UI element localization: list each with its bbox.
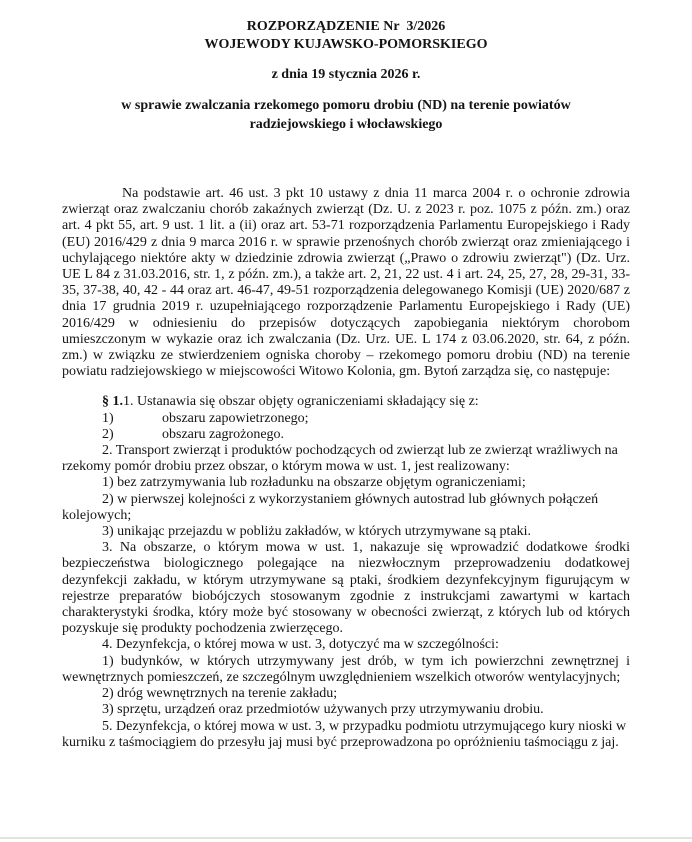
section-symbol: § 1. xyxy=(102,394,123,410)
document-title-line2: WOJEWODY KUJAWSKO-POMORSKIEGO xyxy=(204,37,488,52)
paragraph-text: 1. Ustanawia się obszar objęty ograniczeniami składający się z: xyxy=(123,394,479,410)
paragraph xyxy=(62,492,630,524)
list-item xyxy=(62,411,630,427)
paragraph-text: 1) bez zatrzymywania lub rozładunku na obszarze objętym ograniczeniami; xyxy=(102,475,526,491)
paragraph-text: obszaru zapowietrzonego; xyxy=(162,410,309,426)
list-item xyxy=(62,427,630,443)
paragraph xyxy=(62,702,630,718)
page-bottom-divider xyxy=(0,837,692,839)
paragraph xyxy=(62,637,630,653)
paragraph xyxy=(62,686,630,702)
paragraph xyxy=(62,719,630,751)
paragraph xyxy=(62,475,630,491)
paragraph xyxy=(62,394,630,410)
paragraph-text: 2) w pierwszej kolejności z wykorzystaniem głównych autostrad lub głównych połączeń kolejowych; xyxy=(62,491,599,523)
paragraph-text: 5. Dezynfekcja, o której mowa w ust. 3, w przypadku podmiotu utrzymującego kury nioski w kurniku z taśmociągiem do przesyłu jaj musi być przeprowadzona po opróżnieniu taśmociągu z jaj. xyxy=(62,718,627,750)
document-title-line1: ROZPORZĄDZENIE Nr 3/2026 xyxy=(246,19,446,34)
paragraph xyxy=(62,654,630,686)
document-body xyxy=(62,186,630,751)
document-date: z dnia 19 stycznia 2026 r. xyxy=(271,67,421,82)
list-marker: 1) xyxy=(102,410,114,426)
paragraph-text: 3) unikając przejazdu w pobliżu zakładów, w których utrzymywane są ptaki. xyxy=(102,524,532,540)
paragraph xyxy=(62,540,630,637)
paragraph xyxy=(62,524,630,540)
document-subject-line2: radziejowskiego i włocławskiego xyxy=(249,117,443,132)
document-subject-line1: w sprawie zwalczania rzekomego pomoru drobiu (ND) na terenie powiatów xyxy=(121,98,571,113)
paragraph-text: 4. Dezynfekcja, o której mowa w ust. 3, dotyczyć ma w szczególności: xyxy=(102,637,499,653)
paragraph xyxy=(62,443,630,475)
body-paragraphs xyxy=(62,394,630,750)
preamble-paragraph: Na podstawie art. 46 ust. 3 pkt 10 ustawy z dnia 11 marca 2004 r. o ochronie zdrowia zwierząt oraz zwalczaniu chorób zakaźnych zwierząt (Dz. U. z 2023 r. poz. 1075 z późn. zm.) oraz art. 4 pkt 55, art. 9 ust. 1 lit. a (ii) oraz art. 53-71 rozporządzenia Parlamentu Europejskiego i Rady (EU) 2016/429 z dnia 9 marca 2016 r. w sprawie przenośnych chorób zwierząt oraz zmieniającego i uchylającego niektóre akty w dziedzinie zdrowia zwierząt („Prawo o zdrowiu zwierząt") (Dz. Urz. UE L 84 z 31.03.2016, str. 1, z późn. zm.), a także art. 2, 21, 22 ust. 4 i art. 24, 25, 27, 28, 29-31, 33-35, 37-38, 40, 42 - 44 oraz art. 46-47, 49-51 rozporządzenia delegowanego Komisji (UE) 2020/687 z dnia 17 grudnia 2019 r. uzupełniającego rozporządzenie Parlamentu Europejskiego i Rady (UE) 2016/429 w odniesieniu do przepisów dotyczących zapobiegania niektórym chorobom umieszczonym w wykazie oraz ich zwalczania (Dz. Urz. UE. L 174 z 03.06.2020, str. 64, z późn. zm.) w związku ze stwierdzeniem ogniska choroby – rzekomego pomoru drobiu (ND) na terenie powiatu radziejowskiego w miejscowości Witowo Kolonia, gm. Bytoń zarządza się, co następuje: xyxy=(62,186,630,380)
document-subject xyxy=(62,96,630,134)
paragraph-text: obszaru zagrożonego. xyxy=(162,426,285,442)
paragraph-text: 2. Transport zwierząt i produktów pochodzących od zwierząt lub ze zwierząt wrażliwych na rzekomy pomór drobiu przez obszar, o którym mowa w ust. 1, jest realizowany: xyxy=(62,443,618,475)
paragraph-text: 3) sprzętu, urządzeń oraz przedmiotów używanych przy utrzymywaniu drobiu. xyxy=(102,702,544,718)
paragraph-text: 2) dróg wewnętrznych na terenie zakładu; xyxy=(102,686,338,702)
paragraph-text: 3. Na obszarze, o którym mowa w ust. 1, nakazuje się wprowadzić dodatkowe środki bezpieczeństwa biologicznego polegające na niezwłocznym przeprowadzeniu dodatkowej dezynfekcji zakładu, w którym utrzymywane są ptaki, środkiem dezynfekcyjnym figurującym w rejestrze preparatów biobójczych stosowanym zgodnie z instrukcjami zawartymi w kartach charakterystyki środka, który może być stosowany w obecności zwierząt, z których lub od których pozyskuje się produkty pochodzenia zwierzęcego. xyxy=(62,540,630,637)
document-header xyxy=(62,18,630,134)
paragraph-text: 1) budynków, w których utrzymywany jest drób, w tym ich powierzchni zewnętrznej i wewnętrznych pomieszczeń, ze szczególnym uwzględnieniem wszelkich otworów wentylacyjnych; xyxy=(62,653,630,685)
list-marker: 2) xyxy=(102,426,114,442)
